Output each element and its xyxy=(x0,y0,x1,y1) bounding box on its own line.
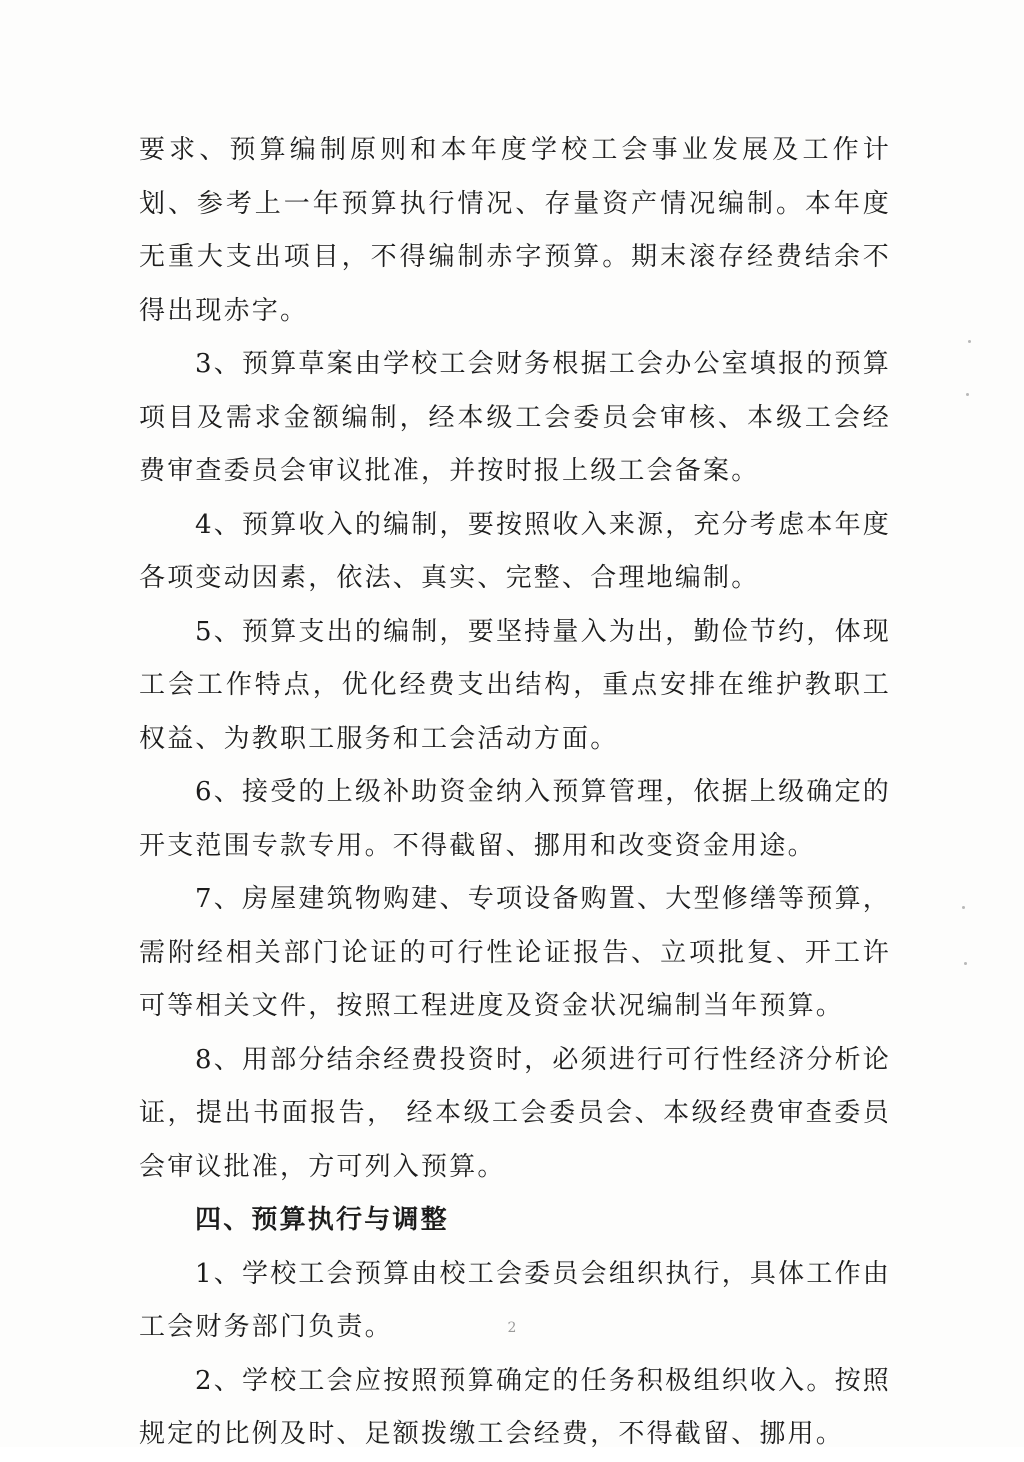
paragraph-item-5: 5、预算支出的编制，要坚持量入为出，勤俭节约，体现工会工作特点，优化经费支出结构，重点安排在维护教职工权益、为教职工服务和工会活动方面。 xyxy=(139,616,891,754)
scan-speck xyxy=(966,393,969,396)
paragraph-item-3: 3、预算草案由学校工会财务根据工会办公室填报的预算项目及需求金额编制，经本级工会委员会审核、本级工会经费审查委员会审议批准，并按时报上级工会备案。 xyxy=(139,349,891,486)
scan-speck xyxy=(962,906,965,909)
paragraph-item-4: 4、预算收入的编制，要按照收入来源，充分考虑本年度各项变动因素，依法、真实、完整、合理地编制。 xyxy=(139,509,891,593)
paragraph-item-7: 7、房屋建筑物购建、专项设备购置、大型修缮等预算，需附经相关部门论证的可行性论证报告、立项批复、开工许可等相关文件，按照工程进度及资金状况编制当年预算。 xyxy=(139,884,891,1021)
page-number: 2 xyxy=(507,1320,517,1336)
paragraph-execution-item-2: 2、学校工会应按照预算确定的任务积极组织收入。按照规定的比例及时、足额拨缴工会经费，不得截留、挪用。 xyxy=(139,1365,891,1449)
scan-speck xyxy=(964,962,967,965)
scan-speck xyxy=(968,340,971,343)
paragraph-budget-requirements: 要求、预算编制原则和本年度学校工会事业发展及工作计划、参考上一年预算执行情况、存量资产情况编制。本年度无重大支出项目，不得编制赤字预算。期末滚存经费结余不得出现赤字。 xyxy=(139,135,891,326)
paragraph-item-8: 8、用部分结余经费投资时，必须进行可行性经济分析论证，提出书面报告， 经本级工会委员会、本级经费审查委员会审议批准，方可列入预算。 xyxy=(139,1044,891,1182)
paragraph-item-6: 6、接受的上级补助资金纳入预算管理，依据上级确定的开支范围专款专用。不得截留、挪用和改变资金用途。 xyxy=(139,777,891,861)
document-body xyxy=(139,124,891,1462)
section-heading-budget-execution: 四、预算执行与调整 xyxy=(195,1205,449,1235)
paragraph-execution-item-1: 1、学校工会预算由校工会委员会组织执行，具体工作由工会财务部门负责。 xyxy=(139,1258,891,1342)
